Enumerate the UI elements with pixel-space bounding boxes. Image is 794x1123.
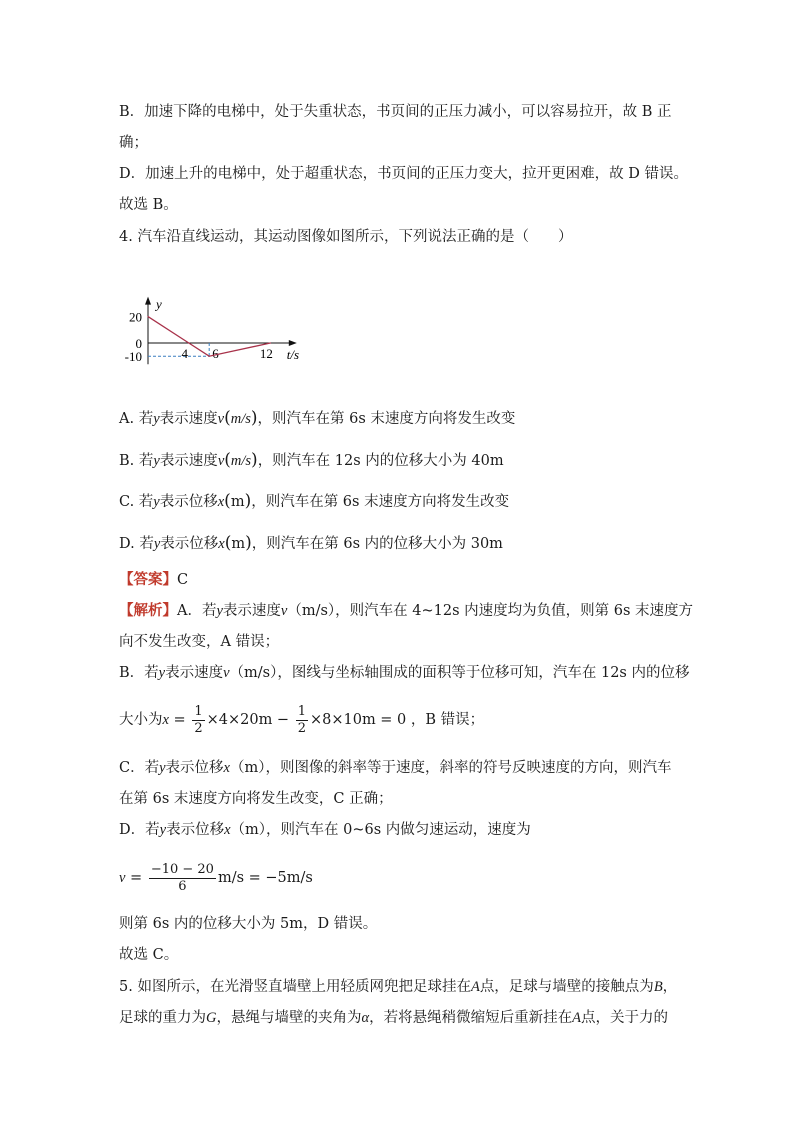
q5-l2-alpha: α [361, 1010, 370, 1026]
analysis-b2-eq: = [168, 712, 191, 728]
analysis-d-line-3: 则第 6s 内的位移大小为 5m，D 错误。 [119, 916, 378, 932]
option-a-paren-open: ( [224, 408, 231, 428]
data-point [147, 316, 148, 317]
option-b-paren-open: ( [224, 450, 231, 470]
option-b-paren-close: ) [251, 450, 258, 470]
analysis-c-mid: 表示位移 [165, 760, 224, 776]
analysis-d-pre: D．若 [119, 822, 160, 838]
x-axis-arrow [289, 340, 297, 346]
fraction-half-1 [192, 704, 204, 737]
analysis-a-line-2: 向不发生改变，A 错误； [119, 634, 280, 650]
fraction-half-1-den: 2 [194, 720, 203, 736]
analysis-b-mid: 表示速度 [165, 665, 224, 681]
text-line-b-correct: B．加速下降的电梯中，处于失重状态，书页间的正压力减小，可以容易拉开，故 B 正 [119, 104, 672, 120]
x-axis-label: t/s [286, 347, 300, 362]
option-d[interactable] [119, 533, 503, 554]
analysis-b-pre: B．若 [119, 665, 159, 681]
text-line-choose-b: 故选 B。 [119, 197, 178, 213]
q5-l2-G: G [206, 1010, 217, 1026]
analysis-d-mid: 表示位移 [166, 822, 225, 838]
analysis-c-y: y [159, 760, 166, 776]
option-d-post: ，则汽车在第 6s 内的位移大小为 30m [251, 536, 503, 552]
analysis-b2-x: x [162, 712, 169, 728]
x-tick-label: 6 [212, 346, 219, 361]
q5-l1-a: 5. 如图所示，在光滑竖直墙壁上用轻质网兜把足球挂在 [119, 979, 471, 995]
question-5-line-2 [119, 1008, 668, 1028]
text-line-d-wrong: D．加速上升的电梯中，处于超重状态，书页间的正压力变大，拉开更困难，故 D 错误。 [119, 166, 688, 182]
analysis-a-post: （m/s），则汽车在 4~12s 内速度均为负值，则第 6s 末速度方 [287, 603, 694, 619]
analysis-c-x: x [223, 760, 230, 776]
q5-l2-A: A [572, 1010, 581, 1026]
analysis-b2-term1: ×4×20m − [206, 712, 294, 728]
analysis-choose-c: 故选 C。 [119, 947, 179, 963]
analysis-a-v: v [280, 603, 288, 619]
analysis-d2-post: m/s = −5m/s [217, 870, 313, 886]
text-line-b-correct-cont: 确； [119, 135, 148, 151]
analysis-a-line-1 [119, 601, 693, 621]
option-a-prefix: A. 若 [119, 411, 154, 427]
option-d-var: x [218, 536, 225, 552]
analysis-d-line-1 [119, 820, 531, 840]
option-c-unit: m [230, 494, 245, 510]
fraction-half-2-den: 2 [297, 720, 306, 736]
analysis-d2-v: v [119, 870, 126, 886]
analysis-b-line-1 [119, 663, 689, 683]
analysis-c-post: （m），则图像的斜率等于速度，斜率的符号反映速度的方向，则汽车 [229, 760, 672, 776]
option-d-mid: 表示位移 [160, 536, 219, 552]
analysis-b-v: v [223, 665, 230, 681]
option-c-paren-close: ) [244, 491, 252, 511]
option-c-mid: 表示位移 [159, 494, 218, 510]
analysis-b-y: y [158, 665, 166, 681]
option-a-y: y [153, 411, 160, 427]
q5-l1-B: B [653, 979, 663, 995]
answer-line [119, 570, 188, 590]
answer-value: C [177, 572, 189, 588]
option-c-var: x [217, 494, 225, 510]
analysis-d-y: y [159, 822, 167, 838]
motion-graph [112, 258, 312, 378]
analysis-d-x: x [224, 822, 231, 838]
option-b-mid: 表示速度 [159, 453, 218, 469]
fraction-velocity-den: 6 [178, 878, 187, 894]
analysis-d-post: （m），则汽车在 0~6s 内做匀速运动，速度为 [230, 822, 531, 838]
option-a-post: ，则汽车在第 6s 末速度方向将发生改变 [257, 411, 516, 427]
option-c-y: y [153, 494, 160, 510]
q5-l1-c: ， [662, 979, 678, 995]
q5-l1-A: A [470, 979, 480, 995]
y-axis-label: y [156, 296, 162, 312]
y-axis-arrow [145, 297, 151, 305]
analysis-b-formula [119, 700, 484, 740]
fraction-velocity [149, 862, 216, 895]
option-d-paren-open: ( [224, 533, 232, 553]
option-a-var: v [217, 411, 225, 427]
analysis-d-formula [119, 858, 313, 898]
analysis-b2-term2: ×8×10m = 0 ，B 错误； [309, 712, 485, 728]
q5-l2-c: ，若将悬绳稍微缩短后重新挂在 [369, 1010, 573, 1026]
option-a[interactable] [119, 408, 515, 429]
analysis-b-post: （m/s），图线与坐标轴围成的面积等于位移可知，汽车在 12s 内的位移 [229, 665, 690, 681]
question-5-line-1 [119, 977, 677, 997]
fraction-velocity-num: −10 − 20 [150, 861, 214, 877]
q5-l2-b: ，悬绳与墙壁的夹角为 [216, 1010, 362, 1026]
option-a-unit: m/s [230, 411, 251, 427]
option-c-prefix: C. 若 [119, 494, 154, 510]
option-d-unit: m [231, 536, 246, 552]
data-point [188, 342, 189, 343]
option-d-prefix: D. 若 [119, 536, 154, 552]
fraction-half-2 [296, 704, 308, 737]
y-tick-label: 20 [129, 309, 142, 325]
answer-label: 【答案】 [119, 571, 177, 588]
analysis-d2-eq: = [125, 870, 147, 886]
option-b[interactable] [119, 450, 504, 471]
y-tick-label: -10 [124, 349, 142, 365]
option-d-y: y [153, 536, 161, 552]
data-point [270, 342, 271, 343]
analysis-b2-pre: 大小为 [119, 712, 163, 728]
question-4-stem: 4. 汽车沿直线运动，其运动图像如图所示，下列说法正确的是（ ） [119, 229, 573, 245]
analysis-a-y: y [216, 603, 223, 619]
option-a-mid: 表示速度 [159, 411, 218, 427]
option-b-y: y [153, 453, 160, 469]
q5-l1-b: 点，足球与墙壁的接触点为 [479, 979, 654, 995]
option-b-prefix: B. 若 [119, 453, 154, 469]
analysis-label: 【解析】 [119, 602, 177, 619]
x-tick-label: 4 [181, 346, 189, 361]
option-b-unit: m/s [230, 453, 252, 469]
analysis-c-line-2: 在第 6s 末速度方向将发生改变，C 正确； [119, 791, 393, 807]
fraction-half-2-num: 1 [297, 703, 306, 719]
analysis-c-pre: C．若 [119, 760, 160, 776]
analysis-a-pre: A．若 [177, 603, 217, 619]
fraction-half-1-num: 1 [194, 703, 203, 719]
option-c-paren-open: ( [224, 491, 231, 511]
option-c-post: ，则汽车在第 6s 末速度方向将发生改变 [251, 494, 510, 510]
x-tick-label: 12 [259, 346, 273, 361]
data-point [209, 356, 210, 357]
option-a-paren-close: ) [250, 408, 258, 428]
analysis-a-mid: 表示速度 [222, 603, 281, 619]
q5-l2-d: 点，关于力的 [580, 1010, 668, 1026]
y-tick-label: 0 [135, 336, 142, 351]
option-c[interactable] [119, 491, 509, 512]
option-d-paren-close: ) [245, 533, 252, 553]
option-b-var: v [217, 453, 225, 469]
option-b-post: ，则汽车在 12s 内的位移大小为 40m [257, 453, 504, 469]
q5-l2-a: 足球的重力为 [119, 1010, 206, 1026]
analysis-c-line-1 [119, 758, 671, 778]
